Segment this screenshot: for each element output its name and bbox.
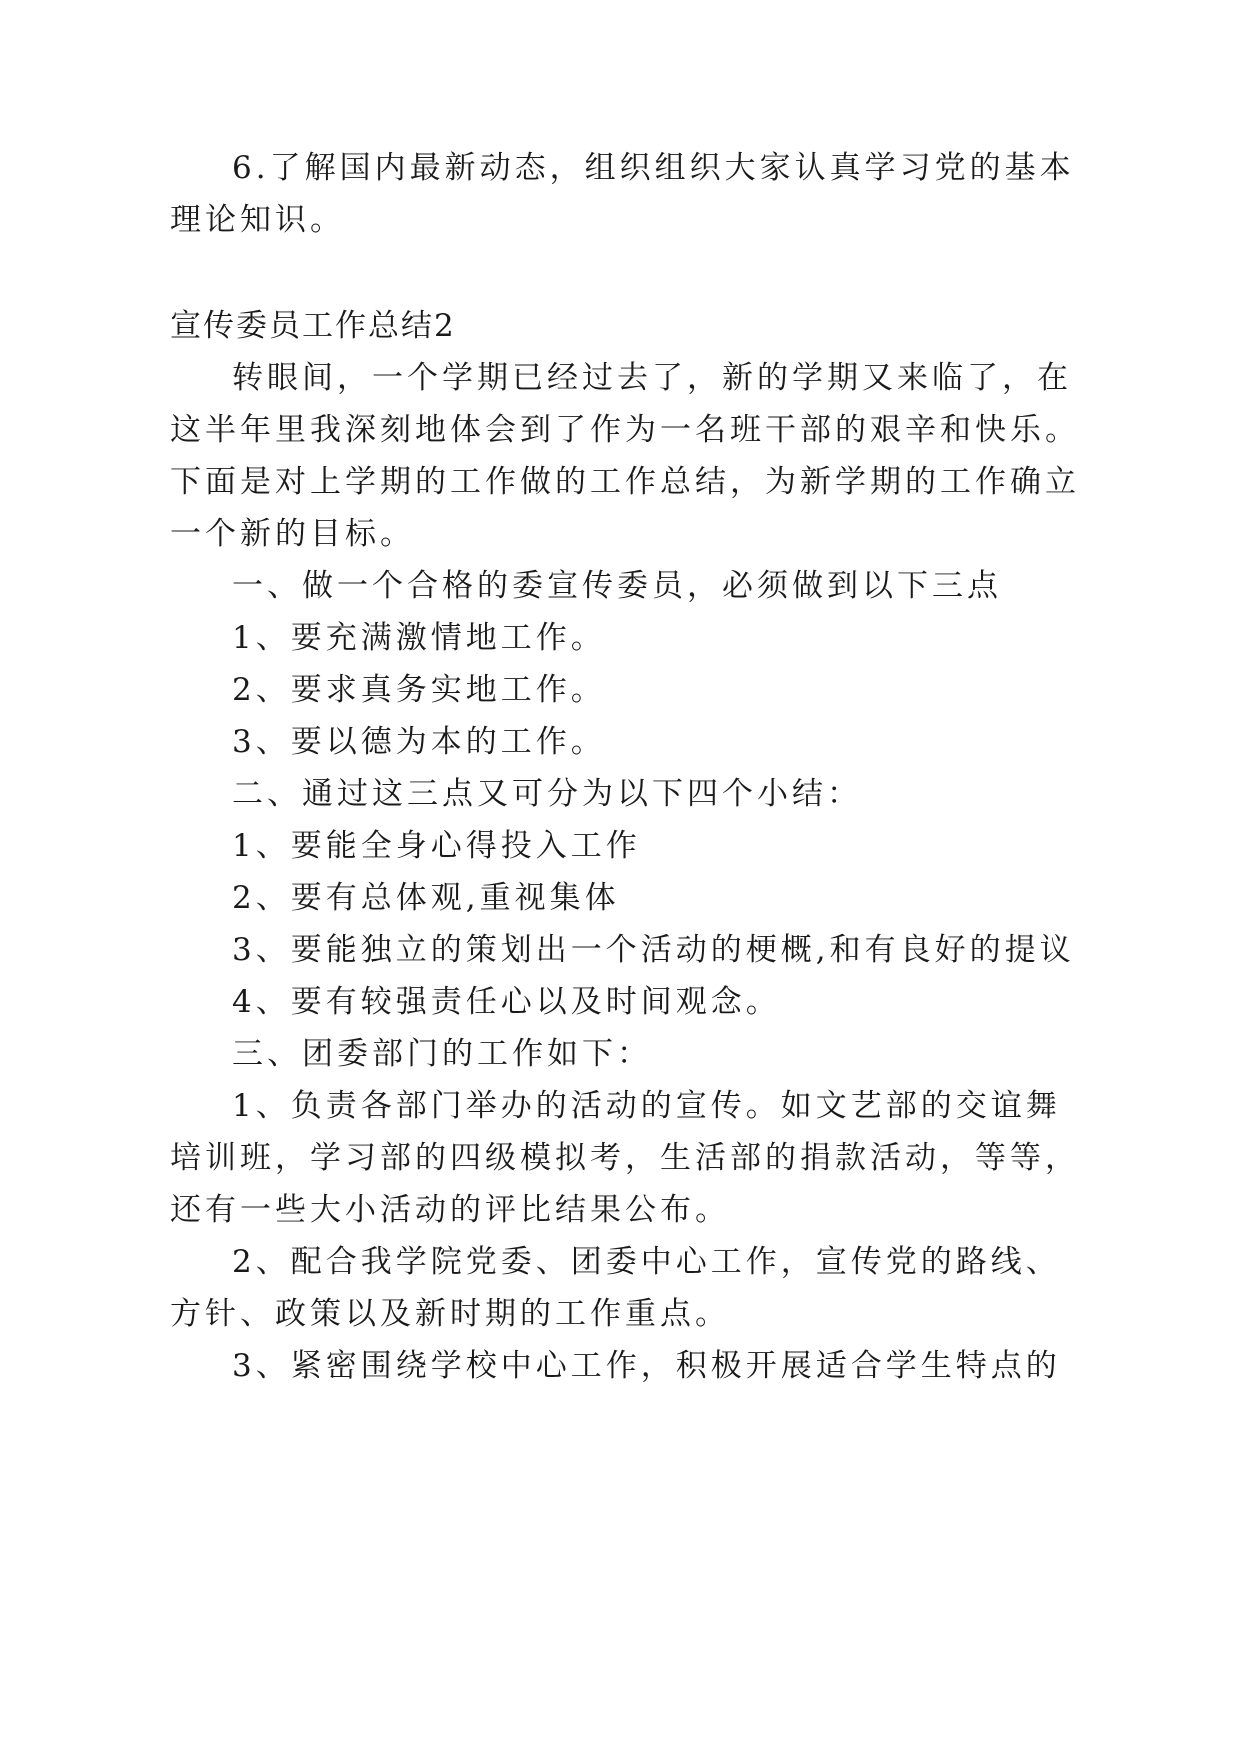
paragraph-line: 还有一些大小活动的评比结果公布。 <box>170 1192 730 1228</box>
list-heading: 一、做一个合格的委宣传委员，必须做到以下三点 <box>232 568 1002 604</box>
list-item: 2、要有总体观,重视集体 <box>232 880 620 916</box>
paragraph-line: 转眼间，一个学期已经过去了，新的学期又来临了，在 <box>232 360 1072 396</box>
list-heading: 三、团委部门的工作如下： <box>232 1036 652 1072</box>
paragraph-line: 6.了解国内最新动态，组织组织大家认真学习党的基本 <box>232 150 1075 186</box>
list-item: 1、要能全身心得投入工作 <box>232 828 641 864</box>
paragraph-line: 培训班，学习部的四级模拟考，生活部的捐款活动，等等， <box>170 1140 1080 1176</box>
list-item: 4、要有较强责任心以及时间观念。 <box>232 984 781 1020</box>
list-item: 1、要充满激情地工作。 <box>232 620 606 656</box>
paragraph-line: 这半年里我深刻地体会到了作为一名班干部的艰辛和快乐。 <box>170 412 1080 448</box>
paragraph-line: 3、紧密围绕学校中心工作，积极开展适合学生特点的 <box>232 1348 1061 1384</box>
list-item: 3、要以德为本的工作。 <box>232 724 606 760</box>
paragraph-line: 下面是对上学期的工作做的工作总结，为新学期的工作确立 <box>170 464 1080 500</box>
section-heading: 宣传委员工作总结2 <box>170 308 456 344</box>
paragraph-line: 1、负责各部门举办的活动的宣传。如文艺部的交谊舞 <box>232 1088 1061 1124</box>
list-heading: 二、通过这三点又可分为以下四个小结： <box>232 776 862 812</box>
list-item: 3、要能独立的策划出一个活动的梗概,和有良好的提议 <box>232 932 1075 968</box>
paragraph-line: 方针、政策以及新时期的工作重点。 <box>170 1296 730 1332</box>
paragraph-line: 一个新的目标。 <box>170 516 415 552</box>
list-item: 2、要求真务实地工作。 <box>232 672 606 708</box>
paragraph-line: 理论知识。 <box>170 202 345 238</box>
paragraph-line: 2、配合我学院党委、团委中心工作，宣传党的路线、 <box>232 1244 1061 1280</box>
